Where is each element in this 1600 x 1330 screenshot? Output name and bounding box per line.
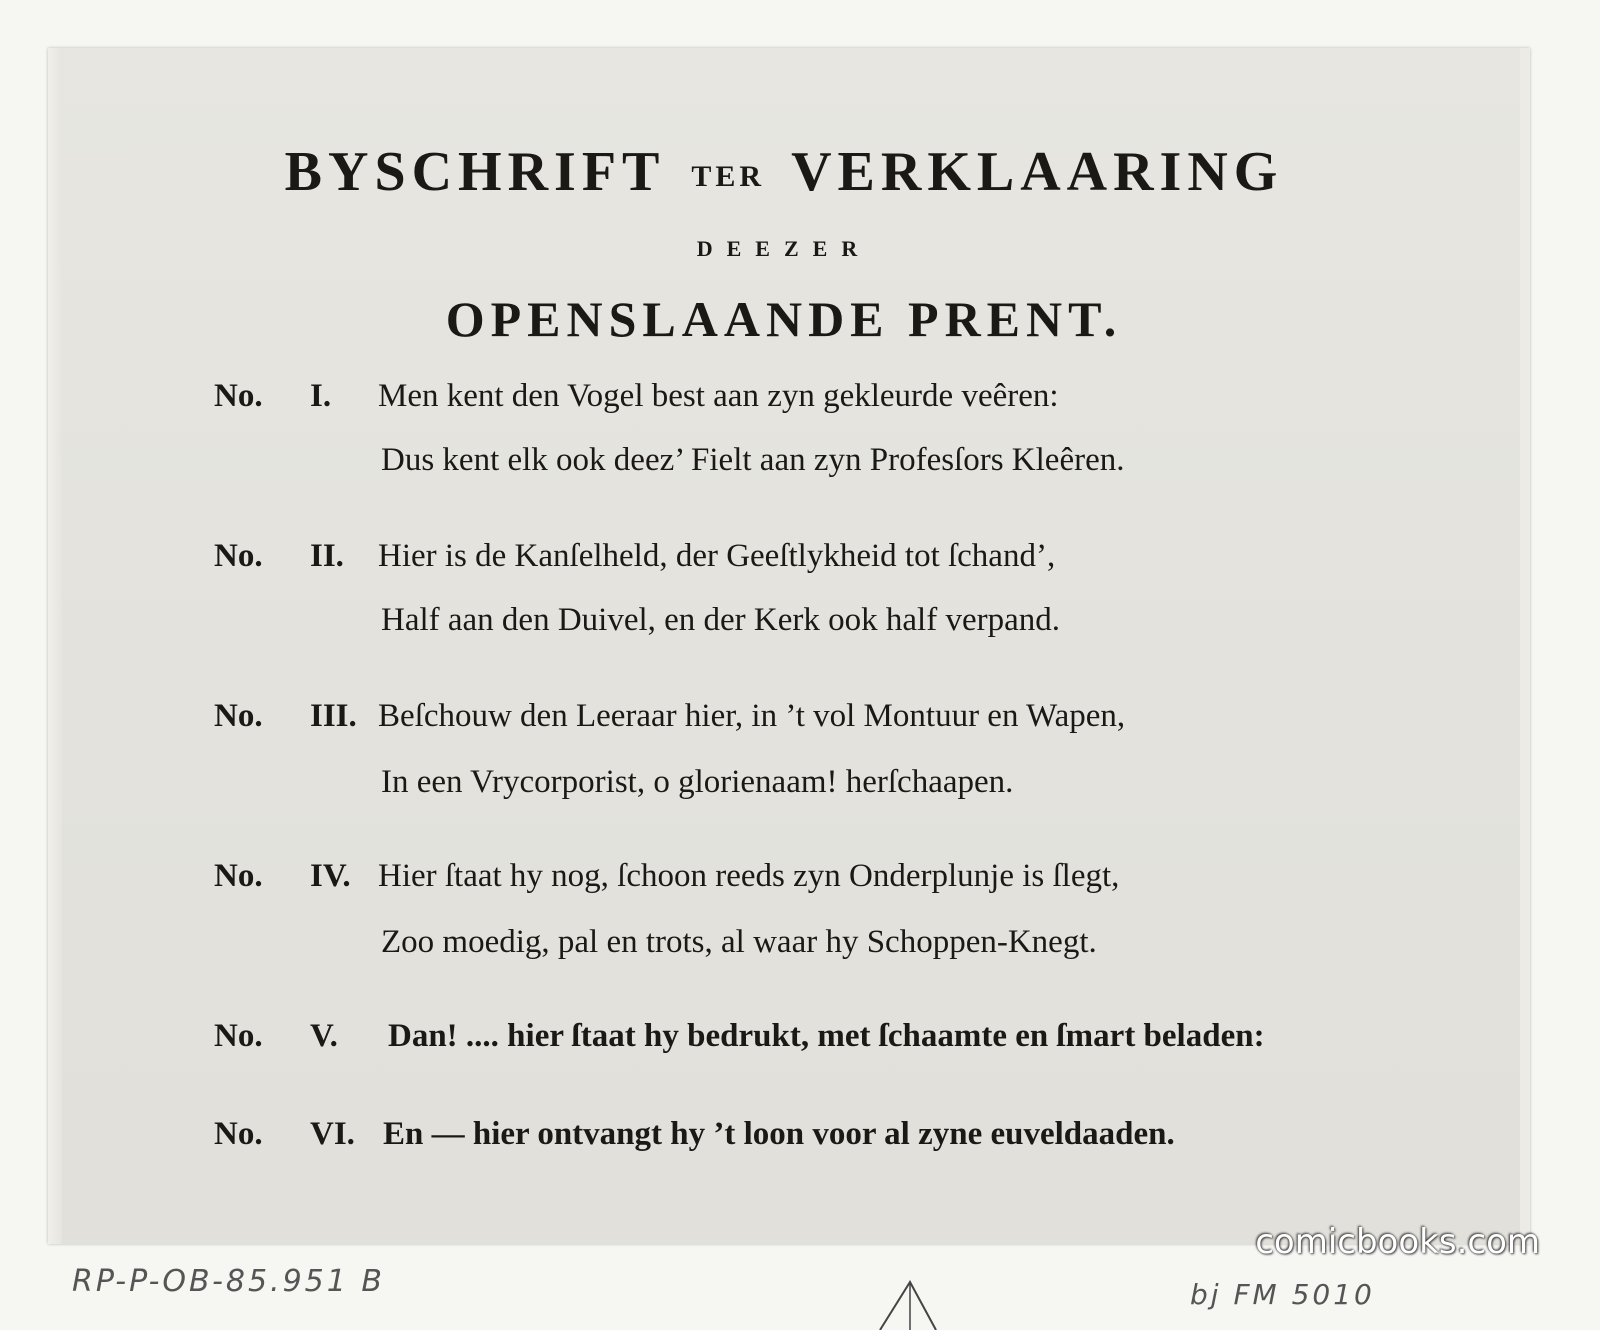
watermark: comicbooks.com bbox=[1255, 1222, 1540, 1262]
title-line-2: DEEZER bbox=[696, 236, 872, 261]
entry-line-1: En — hier ontvangt hy ’t loon voor al zyne euveldaaden. bbox=[383, 1116, 1175, 1152]
entry-number bbox=[214, 1116, 384, 1153]
entry-roman-numeral: V. bbox=[310, 1018, 338, 1054]
entry-roman-numeral: IV. bbox=[310, 858, 351, 894]
title-part-1: BYSCHRIFT bbox=[284, 141, 666, 203]
entry-line-2: Zoo moedig, pal en trots, al waar hy Schoppen-Knegt. bbox=[381, 924, 1097, 960]
title-line-1 bbox=[48, 140, 1520, 204]
entry-line-2: Dus kent elk ook deez’ Fielt aan zyn Profesſors Kleêren. bbox=[381, 442, 1125, 478]
pencil-mark-icon bbox=[870, 1276, 950, 1330]
entry-roman-numeral: II. bbox=[310, 538, 344, 574]
entry-no-label: No. bbox=[214, 858, 263, 894]
entry-line-1: Beſchouw den Leeraar hier, in ’t vol Montuur en Wapen, bbox=[378, 698, 1126, 734]
inventory-number-right: bj FM 5010 bbox=[1190, 1278, 1375, 1311]
entry-no-label: No. bbox=[214, 538, 263, 574]
entry-roman-numeral: I. bbox=[310, 378, 332, 414]
entry-line-1: Dan! .... hier ſtaat hy bedrukt, met ſchaamte en ſmart beladen: bbox=[388, 1018, 1265, 1054]
entry-roman-numeral: VI. bbox=[310, 1116, 355, 1152]
title-part-2: TER bbox=[691, 160, 766, 193]
entry-line-1: Men kent den Vogel best aan zyn gekleurde veêren: bbox=[378, 378, 1059, 414]
entry-line-1: Hier ſtaat hy nog, ſchoon reeds zyn Onderplunje is ſlegt, bbox=[378, 858, 1120, 894]
title-part-3: VERKLAARING bbox=[791, 141, 1284, 203]
entry-no-label: No. bbox=[214, 1116, 263, 1152]
inventory-number-left: RP-P-OB-85.951 B bbox=[72, 1264, 385, 1299]
entry-number bbox=[214, 698, 384, 735]
entry-line-2: Half aan den Duivel, en der Kerk ook half verpand. bbox=[381, 602, 1060, 638]
entry-no-label: No. bbox=[214, 1018, 263, 1054]
title-line-3: OPENSLAANDE PRENT. bbox=[445, 291, 1123, 347]
entry-line-2: In een Vrycorporist, o glorienaam! herſchaapen. bbox=[381, 764, 1014, 800]
entry-number bbox=[214, 538, 384, 575]
entry-no-label: No. bbox=[214, 698, 263, 734]
entry-no-label: No. bbox=[214, 378, 263, 414]
entry-line-1: Hier is de Kanſelheld, der Geeſtlykheid tot ſchand’, bbox=[378, 538, 1056, 574]
entry-number bbox=[214, 1018, 384, 1055]
entry-roman-numeral: III. bbox=[310, 698, 357, 734]
entry-number bbox=[214, 858, 384, 895]
printed-sheet bbox=[48, 48, 1530, 1244]
entry-number bbox=[214, 378, 384, 415]
